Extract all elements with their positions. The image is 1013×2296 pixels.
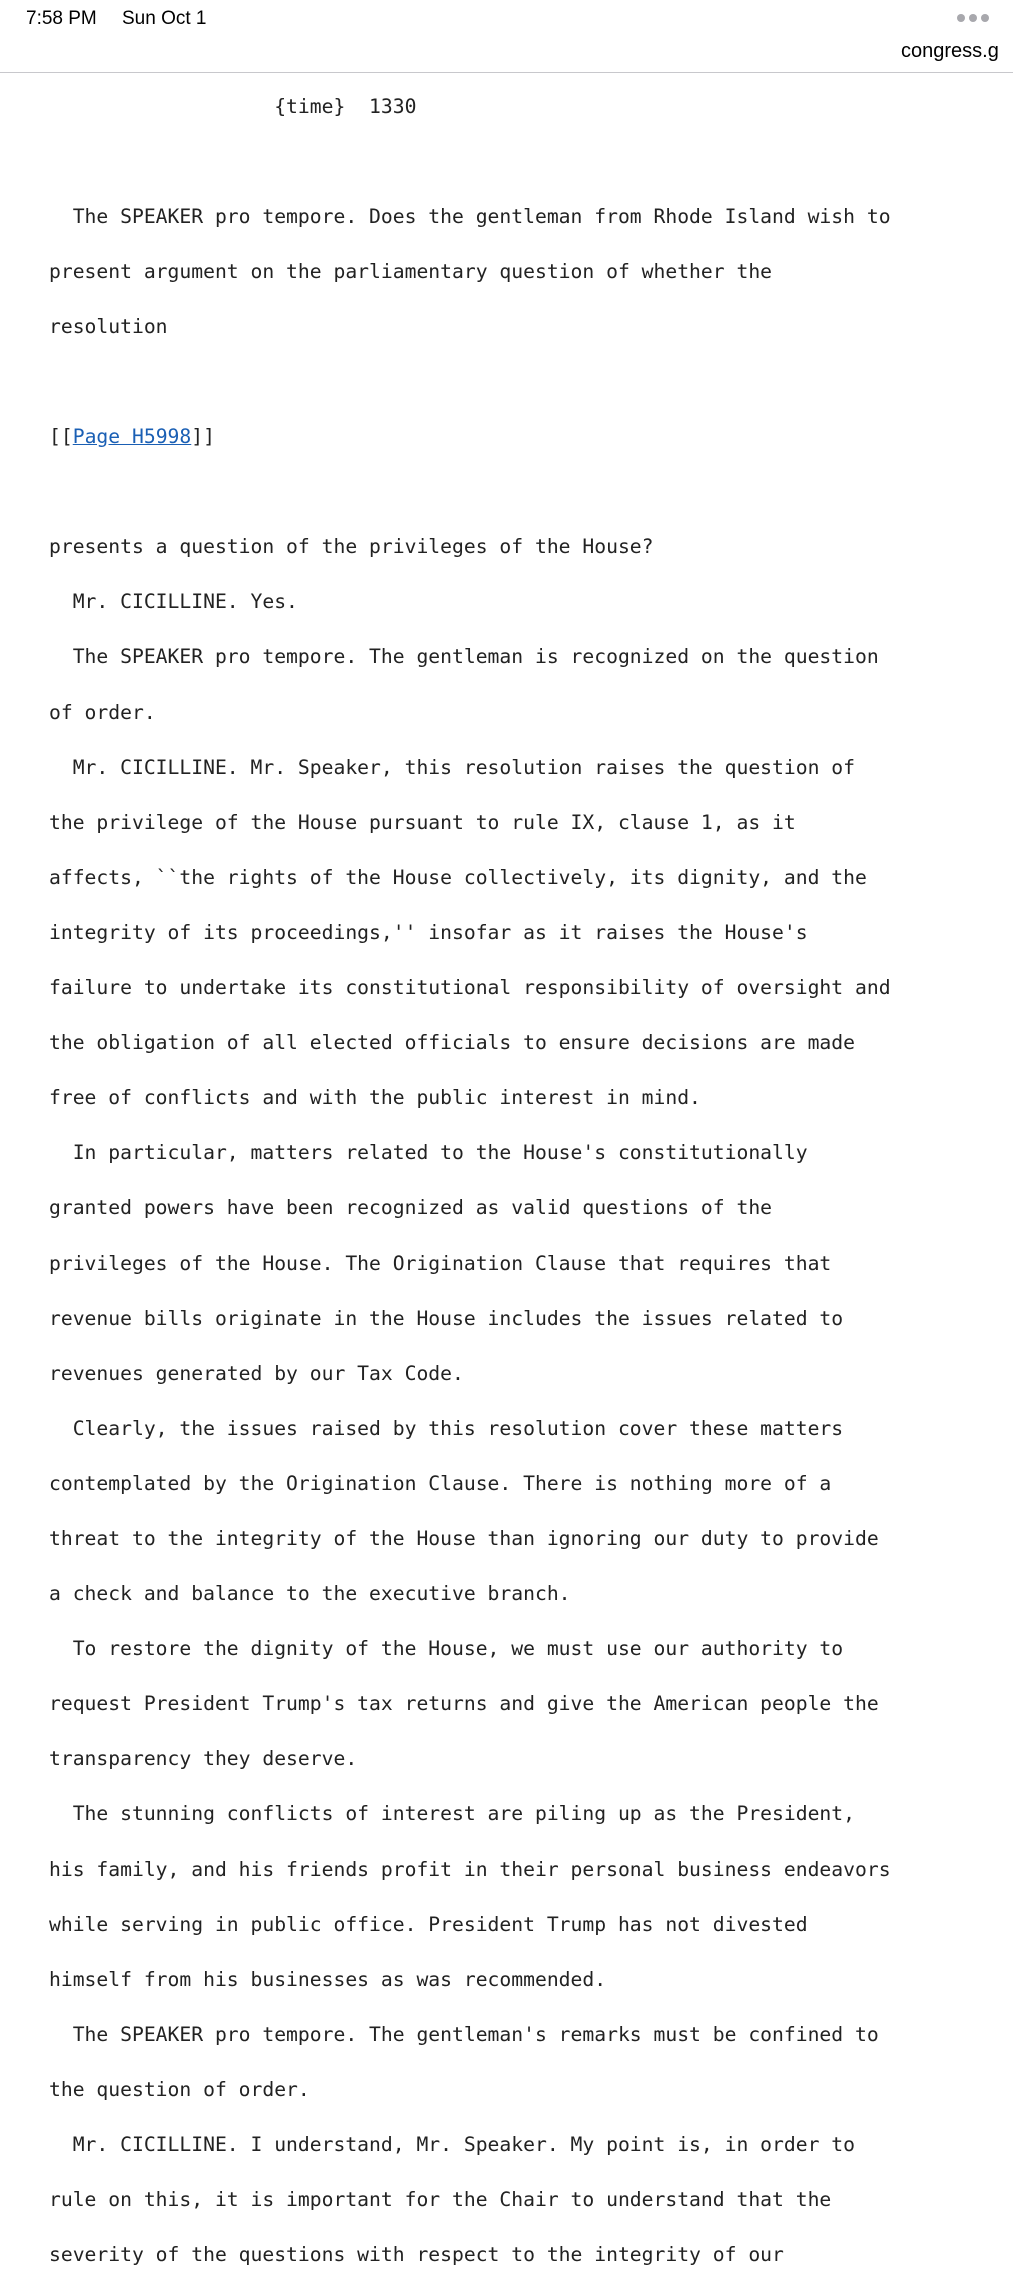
text-line: himself from his businesses as was recommended. bbox=[49, 1967, 607, 1991]
text-line: The SPEAKER pro tempore. The gentleman's remarks must be confined to bbox=[49, 2022, 879, 2046]
blank-line bbox=[49, 478, 1009, 506]
page-ref-suffix: ]] bbox=[191, 425, 215, 449]
blank-line bbox=[49, 368, 1009, 396]
text-line: failure to undertake its constitutional responsibility of oversight and bbox=[49, 976, 891, 1000]
text-line: integrity of its proceedings,'' insofar as it raises the House's bbox=[49, 920, 808, 944]
text-line: Mr. CICILLINE. Mr. Speaker, this resolution raises the question of bbox=[49, 755, 855, 779]
text-line: request President Trump's tax returns and give the American people the bbox=[49, 1692, 879, 1716]
page-reference bbox=[49, 423, 1009, 451]
blank-line bbox=[49, 148, 1009, 176]
text-line: To restore the dignity of the House, we must use our authority to bbox=[49, 1637, 844, 1661]
status-date: Sun Oct 1 bbox=[122, 8, 207, 29]
text-line: revenues generated by our Tax Code. bbox=[49, 1361, 464, 1385]
text-line: the question of order. bbox=[49, 2077, 310, 2101]
text-line: of order. bbox=[49, 700, 156, 724]
text-line: his family, and his friends profit in their personal business endeavors bbox=[49, 1857, 891, 1881]
text-line: contemplated by the Origination Clause. There is nothing more of a bbox=[49, 1471, 832, 1495]
page-link[interactable]: Page H5998 bbox=[72, 425, 192, 449]
page-ref-prefix: [[ bbox=[49, 425, 73, 449]
text-line: granted powers have been recognized as valid questions of the bbox=[49, 1196, 773, 1220]
url-display[interactable]: congress.g bbox=[901, 40, 999, 62]
text-line: a check and balance to the executive branch. bbox=[49, 1582, 571, 1606]
text-line: revenue bills originate in the House includes the issues related to bbox=[49, 1306, 844, 1330]
text-line: present argument on the parliamentary question of whether the bbox=[49, 259, 773, 283]
text-line: resolution bbox=[49, 314, 168, 338]
status-time: 7:58 PM bbox=[26, 8, 97, 29]
text-line: rule on this, it is important for the Chair to understand that the bbox=[49, 2188, 832, 2212]
text-line: The SPEAKER pro tempore. The gentleman is recognized on the question bbox=[49, 645, 879, 669]
text-line: the obligation of all elected officials to ensure decisions are made bbox=[49, 1031, 855, 1055]
text-line: while serving in public office. President Trump has not divested bbox=[49, 1912, 808, 1936]
more-options-icon[interactable] bbox=[957, 14, 989, 22]
time-marker: {time} 1330 bbox=[49, 94, 417, 118]
text-line: The SPEAKER pro tempore. Does the gentleman from Rhode Island wish to bbox=[49, 204, 891, 228]
text-line: the privilege of the House pursuant to rule IX, clause 1, as it bbox=[49, 810, 796, 834]
text-line: Clearly, the issues raised by this resolution cover these matters bbox=[49, 1416, 844, 1440]
congressional-record-text bbox=[49, 65, 1009, 2296]
text-line: Mr. CICILLINE. I understand, Mr. Speaker. My point is, in order to bbox=[49, 2133, 855, 2157]
text-line: affects, ``the rights of the House collectively, its dignity, and the bbox=[49, 865, 867, 889]
text-line: Mr. CICILLINE. Yes. bbox=[49, 590, 298, 614]
status-bar bbox=[0, 0, 1013, 40]
text-line: threat to the integrity of the House than ignoring our duty to provide bbox=[49, 1526, 879, 1550]
text-line: privileges of the House. The Origination Clause that requires that bbox=[49, 1251, 832, 1275]
text-line: severity of the questions with respect to the integrity of our bbox=[49, 2243, 784, 2267]
text-line: transparency they deserve. bbox=[49, 1747, 358, 1771]
text-line: In particular, matters related to the House's constitutionally bbox=[49, 1141, 808, 1165]
text-line: The stunning conflicts of interest are piling up as the President, bbox=[49, 1802, 855, 1826]
text-line: presents a question of the privileges of the House? bbox=[49, 535, 654, 559]
text-line: free of conflicts and with the public interest in mind. bbox=[49, 1086, 701, 1110]
